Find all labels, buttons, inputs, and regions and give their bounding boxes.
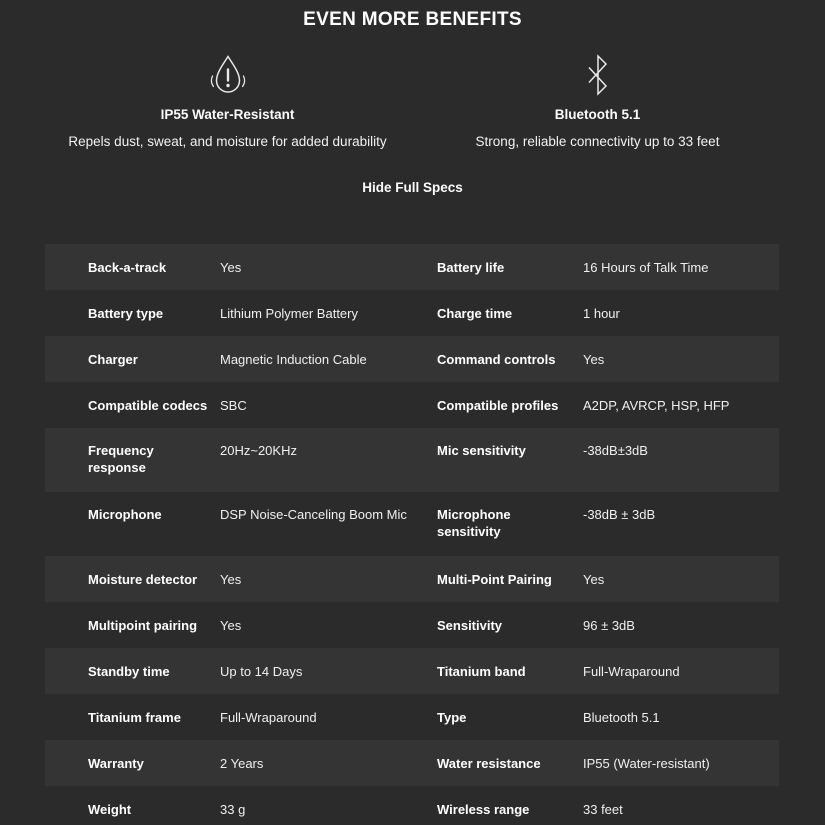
spec-value: Lithium Polymer Battery [220,305,358,321]
page-title: EVEN MORE BENEFITS [303,9,522,30]
spec-label: Charge time [437,305,513,321]
spec-label: Compatible codecs [88,397,208,413]
water-drop-alert-icon [43,50,413,100]
spec-label: Wireless range [437,801,530,817]
spec-value: DSP Noise-Canceling Boom Mic [220,507,407,522]
spec-value: Yes [220,571,242,587]
spec-label: Type [437,709,467,725]
spec-value: Bluetooth 5.1 [583,709,660,725]
spec-value: 2 Years [220,755,264,771]
spec-value: 1 hour [583,305,620,321]
spec-row [45,648,779,694]
spec-value: IP55 (Water-resistant) [583,755,710,771]
spec-value: -38dB±3dB [583,443,648,458]
bluetooth-icon [413,50,783,100]
spec-label: Standby time [88,663,170,679]
spec-value: 33 feet [583,801,623,817]
spec-row [45,428,779,492]
benefit-bluetooth [413,50,783,150]
spec-value: -38dB ± 3dB [583,507,656,522]
spec-label: Multipoint pairing [88,617,198,633]
spec-value: Up to 14 Days [220,663,303,679]
spec-value: 16 Hours of Talk Time [583,259,709,275]
spec-value: Yes [583,571,605,587]
spec-label: Sensitivity [437,617,503,633]
toggle-wrap [0,179,825,197]
spec-label: Titanium frame [88,709,181,725]
spec-value: Full-Wraparound [583,663,680,679]
spec-label: Microphone [88,507,162,522]
spec-label: Battery life [437,259,505,275]
spec-label: Titanium band [437,663,526,679]
spec-label: Compatible profiles [437,397,559,413]
hide-full-specs-button[interactable]: Hide Full Specs [362,180,463,195]
spec-label: Command controls [437,351,556,367]
spec-label: Microphone sensitivity [437,507,511,539]
spec-value: Yes [220,259,242,275]
benefit-description: Repels dust, sweat, and moisture for added durability [68,134,387,149]
spec-value: 33 g [220,801,246,817]
benefit-title: Bluetooth 5.1 [554,107,641,122]
spec-value: 20Hz~20KHz [220,443,297,458]
spec-label: Charger [88,351,138,367]
benefit-title: IP55 Water-Resistant [160,107,295,122]
spec-label: Water resistance [437,755,541,771]
spec-value: Yes [220,617,242,633]
spec-row [45,290,779,336]
spec-row [45,382,779,428]
spec-label: Battery type [88,305,164,321]
spec-row [45,244,779,290]
spec-label: Moisture detector [88,571,198,587]
spec-value: SBC [220,397,247,413]
spec-label: Frequency response [88,443,154,475]
spec-value: Yes [583,351,605,367]
spec-row [45,694,779,740]
spec-value: A2DP, AVRCP, HSP, HFP [583,397,730,413]
spec-label: Back-a-track [88,259,167,275]
benefit-description: Strong, reliable connectivity up to 33 feet [475,134,720,149]
spec-label: Warranty [88,755,144,771]
spec-label: Weight [88,801,132,817]
benefit-water-resistant [43,50,413,150]
spec-label: Mic sensitivity [437,443,526,458]
spec-row [45,740,779,786]
spec-row [45,336,779,382]
spec-row [45,556,779,602]
spec-value: Magnetic Induction Cable [220,351,367,367]
benefits-section [43,50,783,150]
spec-value: 96 ± 3dB [583,617,635,633]
spec-row [45,786,779,825]
spec-label: Multi-Point Pairing [437,571,552,587]
spec-value: Full-Wraparound [220,709,317,725]
spec-row [45,602,779,648]
spec-table [45,244,779,825]
spec-row [45,492,779,556]
